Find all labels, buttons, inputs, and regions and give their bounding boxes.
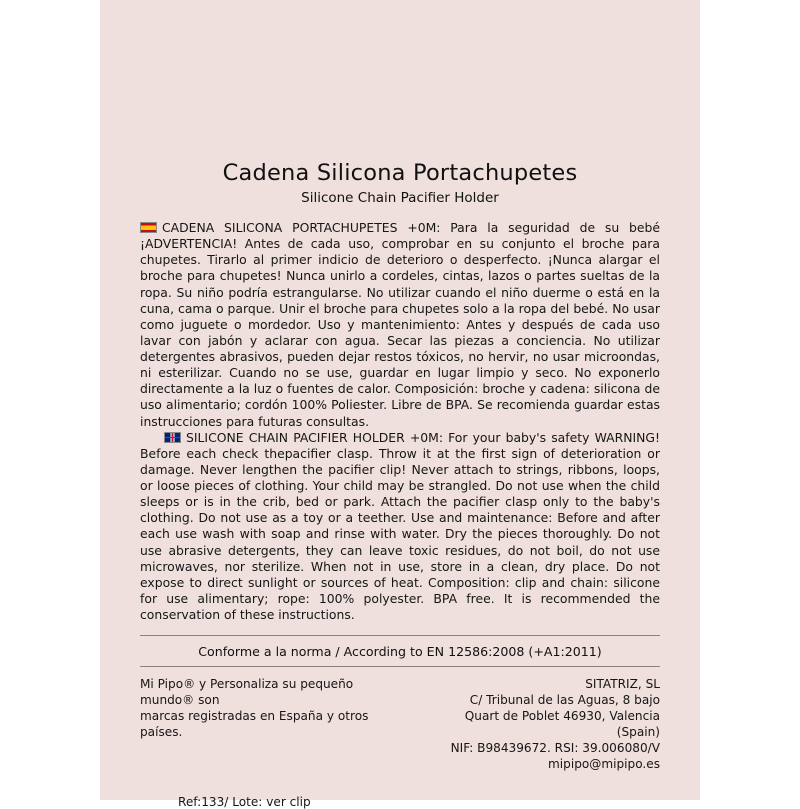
company-tax-id: NIF: B98439672. RSI: 39.006080/V	[450, 740, 660, 755]
instructions-english	[140, 430, 660, 624]
footer	[140, 677, 660, 773]
instructions-english-text: SILICONE CHAIN PACIFIER HOLDER +0M: For your baby's safety WARNING! Before each check thepacifier clasp. Throw it at the first sign of deterioration or damage. Never lengthen the pacifier clip! Never attach to strings, ribbons, loops, or loose pieces of clothing. Your child may be strangled. Do not use when the child sleeps or is in the crib, bed or park. Attach the pacifier clasp only to the baby's clothing. Do not use as a toy or a teether. Use and maintenance: Before and after each use wash with soap and rinse with water. Dry the pieces thoroughly. Do not use abrasive detergents, they can leave toxic residues, do not boil, do not use microwaves, nor sterilize. When not in use, store in a clean, dry place. Do not expose to direct sunlight or sources of heat. Composition: clip and chain: silicone for use alimentary; rope: 100% polyester. BPA free. It is recommended the conservation of these instructions.	[140, 429, 660, 622]
uk-flag-icon	[164, 432, 181, 443]
spain-flag-icon	[140, 222, 157, 233]
standard-compliance-block	[140, 635, 660, 667]
label-content	[140, 160, 660, 809]
page-subtitle: Silicone Chain Pacifier Holder	[301, 190, 499, 206]
instructions-spanish	[140, 220, 660, 430]
company-email: mipipo@mipipo.es	[548, 756, 660, 771]
title-block	[140, 160, 660, 206]
standard-compliance-text: Conforme a la norma / According to EN 12586:2008 (+A1:2011)	[198, 644, 602, 660]
company-street: C/ Tribunal de las Aguas, 8 bajo	[469, 693, 660, 708]
trademark-line-2: marcas registradas en España y otros países.	[140, 709, 369, 739]
instructions-spanish-text: CADENA SILICONA PORTACHUPETES +0M: Para la seguridad de su bebé ¡ADVERTENCIA! Antes de cada uso, comprobar en su conjunto el broche para chupetes. Tirarlo al primer indicio de deterioro o desperfecto. ¡Nunca alargar el broche para chupetes! Nunca unirlo a cordeles, cintas, lazos o partes sueltas de la ropa. Su niño podría estrangularse. No utilizar cuando el niño duerme o está en la cuna, cama o parque. Unir el broche para chupetes solo a la ropa del bebé. No usar como juguete o mordedor. Uso y mantenimiento: Antes y después de cada uso lavar con jabón y aclarar con agua. Secar las piezas a conciencia. No utilizar detergentes abrasivos, pueden dejar restos tóxicos, no hervir, no usar microondas, ni esterilizar. Cuando no se use, guardar en lugar limpio y seco. No exponerlo directamente a la luz o fuentes de calor. Composición: broche y cadena: silicona de uso alimentario; cordón 100% Poliester. Libre de BPA. Se recomienda guardar estas instrucciones para futuras consultas.	[140, 220, 660, 429]
reference-batch-line: Ref:133/ Lote: ver clip	[178, 794, 311, 809]
company-address	[421, 677, 660, 773]
trademark-line-1: Mi Pipo® y Personaliza su pequeño mundo® son	[140, 677, 354, 708]
page-title: Cadena Silicona Portachupetes	[222, 160, 578, 186]
company-name: SITATRIZ, SL	[585, 677, 660, 692]
company-city: Quart de Poblet 46930, Valencia (Spain)	[464, 709, 660, 739]
product-label-card	[100, 0, 700, 809]
trademark-notice	[140, 677, 410, 741]
